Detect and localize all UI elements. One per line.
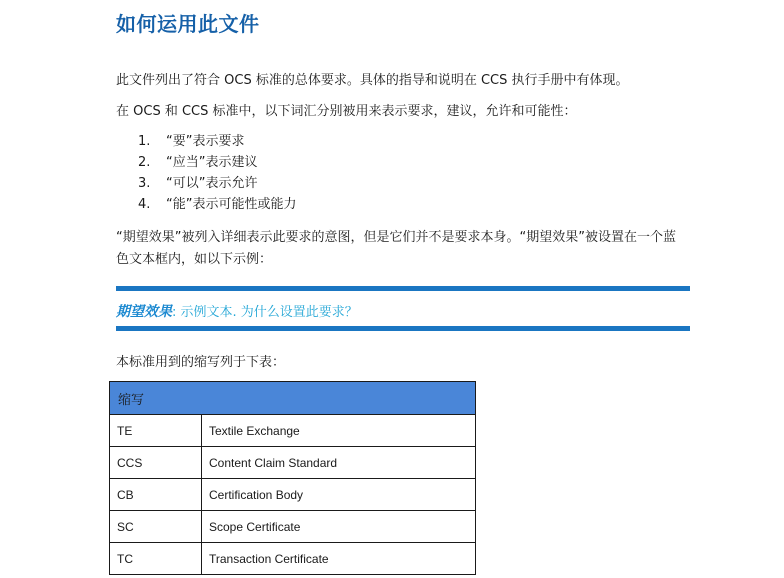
- abbreviation-intro: 本标准用到的缩写列于下表：: [116, 355, 286, 370]
- list-number: 1.: [138, 134, 151, 149]
- expected-effect-paragraph: “期望效果”被列入详细表示此要求的意图，但是它们并不是要求本身。“期望效果”被设置在一个蓝色文本框内，如以下示例：: [116, 230, 676, 267]
- list-number: 3.: [138, 176, 151, 191]
- callout-text: : 示例文本. 为什么设置此要求？: [172, 305, 358, 320]
- list-text: “要”表示要求: [166, 134, 245, 149]
- table-row: [110, 447, 476, 479]
- table-row: [110, 415, 476, 447]
- list-item: [138, 194, 296, 215]
- callout-content: [116, 301, 358, 321]
- list-number: 2.: [138, 155, 151, 170]
- meaning-cell: Textile Exchange: [202, 415, 476, 447]
- table-row: [110, 511, 476, 543]
- list-text: “能”表示可能性或能力: [166, 197, 297, 212]
- list-item: [138, 173, 296, 194]
- intro-paragraph: 此文件列出了符合 OCS 标准的总体要求。具体的指导和说明在 CCS 执行手册中有体现。: [116, 73, 629, 88]
- abbr-cell: CB: [110, 479, 202, 511]
- table-row: [110, 479, 476, 511]
- table-header: 缩写: [110, 382, 476, 415]
- terms-list: [138, 131, 296, 215]
- abbr-cell: TC: [110, 543, 202, 575]
- meaning-cell: Scope Certificate: [202, 511, 476, 543]
- abbr-cell: TE: [110, 415, 202, 447]
- list-text: “应当”表示建议: [166, 155, 258, 170]
- list-item: [138, 131, 296, 152]
- list-item: [138, 152, 296, 173]
- meaning-cell: Transaction Certificate: [202, 543, 476, 575]
- abbr-cell: SC: [110, 511, 202, 543]
- page-title: 如何运用此文件: [116, 12, 260, 36]
- abbr-cell: CCS: [110, 447, 202, 479]
- expected-effect-callout: [116, 286, 690, 331]
- table-header-row: [110, 382, 476, 415]
- abbreviation-table: [109, 381, 476, 575]
- meaning-cell: Certification Body: [202, 479, 476, 511]
- meaning-cell: Content Claim Standard: [202, 447, 476, 479]
- list-text: “可以”表示允许: [166, 176, 258, 191]
- list-number: 4.: [138, 197, 151, 212]
- terms-paragraph: 在 OCS 和 CCS 标准中，以下词汇分别被用来表示要求，建议，允许和可能性：: [116, 104, 577, 119]
- table-row: [110, 543, 476, 575]
- callout-label: 期望效果: [116, 304, 172, 320]
